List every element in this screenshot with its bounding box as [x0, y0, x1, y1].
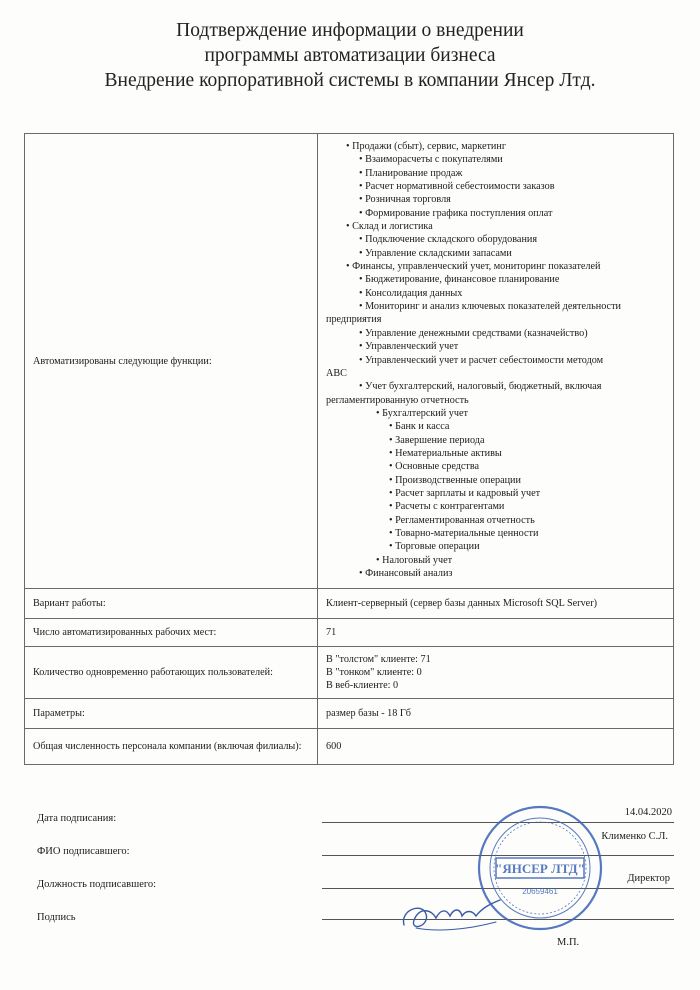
variant-label: Вариант работы: — [25, 589, 318, 619]
function-item: • Расчеты с контрагентами — [389, 501, 505, 513]
function-item: • Продажи (сбыт), сервис, маркетинг — [346, 141, 506, 152]
function-item: • Планирование продаж — [359, 167, 463, 179]
staff-label: Общая численность персонала компании (включая филиалы): — [25, 729, 318, 765]
function-item: • Финансы, управленческий учет, мониторинг показателей — [346, 261, 601, 273]
function-item: • Нематериальные активы — [389, 447, 502, 459]
function-item: • Завершение периода — [389, 434, 485, 446]
function-item: • Мониторинг и анализ ключевых показателей деятельности — [359, 301, 621, 313]
function-item: ABC — [326, 367, 347, 379]
sign-label: Подпись — [37, 912, 76, 923]
handwritten-signature — [396, 880, 506, 942]
function-item: • Розничная торговля — [359, 194, 451, 206]
params-value: размер базы - 18 Гб — [318, 699, 674, 729]
function-item: • Расчет нормативной себестоимости заказов — [359, 181, 555, 193]
position-value: Директор — [627, 873, 670, 884]
function-item: • Финансовый анализ — [359, 568, 453, 579]
function-item: • Формирование графика поступления оплат — [359, 207, 553, 219]
function-item: • Банк и касса — [389, 421, 450, 433]
date-label: Дата подписания: — [37, 813, 117, 824]
title-line-2: программы автоматизации бизнеса — [204, 45, 496, 66]
function-item: • Управленческий учет — [359, 341, 459, 353]
function-item: • Консолидация данных — [359, 287, 463, 299]
concurrent-thick: В "толстом" клиенте: 71 — [326, 654, 431, 666]
function-item: предприятия — [326, 314, 382, 326]
function-item: • Управление денежными средствами (казначейство) — [359, 327, 588, 339]
staff-value: 600 — [318, 729, 674, 765]
function-item: • Регламентированная отчетность — [389, 514, 535, 526]
stamp-company-text: "ЯНСЕР ЛТД" — [495, 861, 585, 876]
function-item: • Товарно-материальные ценности — [389, 527, 539, 539]
function-item: • Основные средства — [389, 461, 480, 473]
function-item: • Бюджетирование, финансовое планирование — [359, 274, 560, 286]
function-item: • Торговые операции — [389, 541, 480, 553]
function-item: • Расчет зарплаты и кадровый учет — [389, 487, 541, 499]
workplaces-value: 71 — [318, 619, 674, 647]
position-label: Должность подписавшего: — [37, 879, 157, 890]
concurrent-thin: В "тонком" клиенте: 0 — [326, 667, 422, 679]
concurrent-web: В веб-клиенте: 0 — [326, 680, 399, 692]
function-item: регламентированную отчетность — [326, 394, 469, 406]
name-value: Клименко С.Л. — [601, 831, 668, 842]
function-item: • Налоговый учет — [376, 554, 453, 566]
date-value: 14.04.2020 — [624, 807, 672, 818]
variant-value: Клиент-серверный (сервер базы данных Microsoft SQL Server) — [318, 589, 674, 619]
name-label: ФИО подписавшего: — [37, 846, 130, 857]
function-item: • Подключение складского оборудования — [359, 234, 538, 246]
title-line-1: Подтверждение информации о внедрении — [176, 20, 524, 41]
function-item: • Управление складскими запасами — [359, 247, 512, 259]
functions-label: Автоматизированы следующие функции: — [25, 134, 318, 589]
function-item: • Учет бухгалтерский, налоговый, бюджетный, включая — [359, 381, 602, 393]
concurrent-label: Количество одновременно работающих пользователей: — [25, 647, 318, 699]
workplaces-label: Число автоматизированных рабочих мест: — [25, 619, 318, 647]
function-item: • Бухгалтерский учет — [376, 407, 468, 419]
function-item: • Склад и логистика — [346, 221, 433, 233]
function-item: • Производственные операции — [389, 474, 521, 486]
function-item: • Управленческий учет и расчет себестоимости методом — [359, 354, 604, 366]
function-item: • Взаиморасчеты с покупателями — [359, 154, 503, 166]
stamp-number: 20659461 — [522, 887, 558, 896]
mp-label: М.П. — [557, 937, 580, 948]
title-line-3: Внедрение корпоративной системы в компании Янсер Лтд. — [104, 70, 596, 91]
params-label: Параметры: — [25, 699, 318, 729]
